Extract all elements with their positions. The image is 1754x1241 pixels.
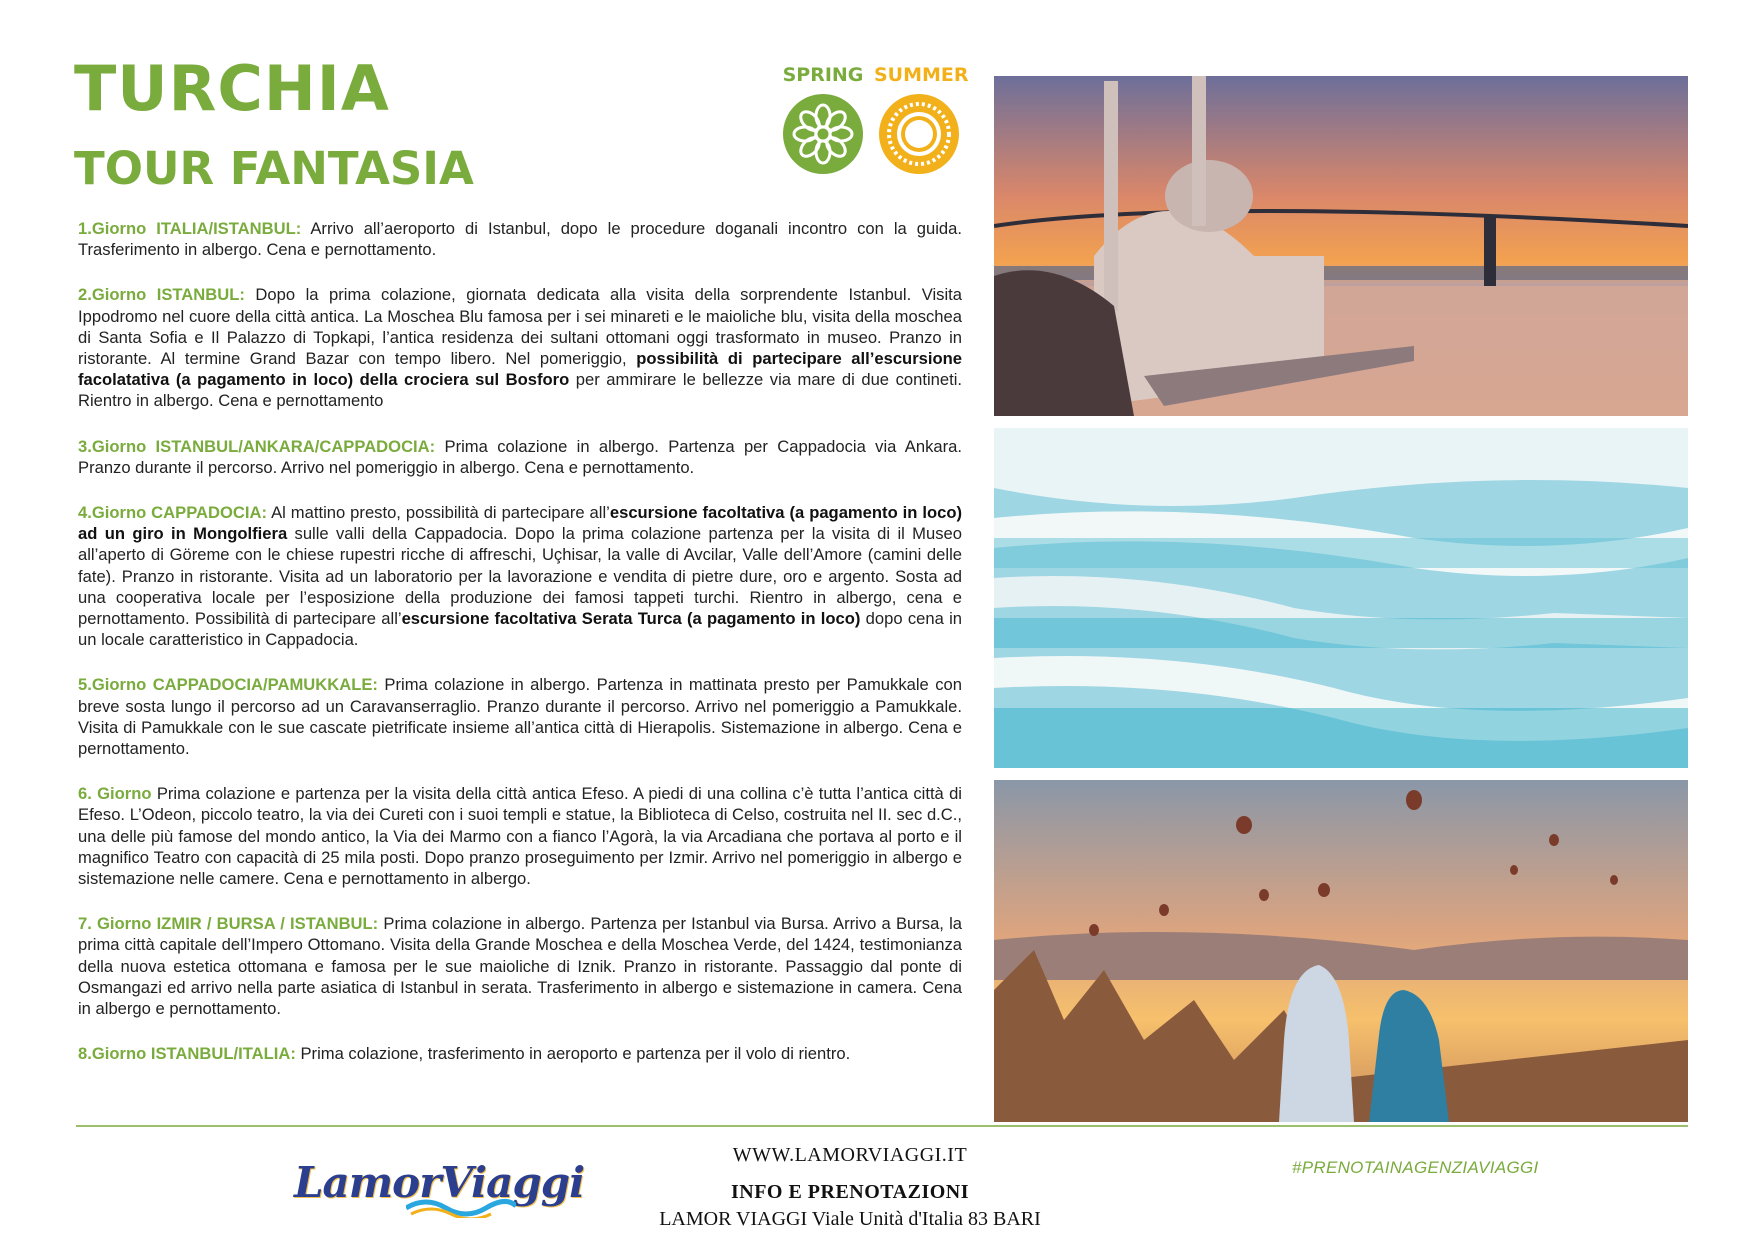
page-title: TURCHIA bbox=[74, 52, 390, 125]
day-text: Prima colazione in albergo. Partenza per Istanbul via Bursa. Arrivo a Bursa, la prima città capitale dell’Impero Ottomano. Visita della Grande Moschea e della Moschea Verde, del 1424, testimonianza della nuova estetica ottomana e famosa per le sue maioliche di Iznik. Pranzo in ristorante. Passaggio dal ponte di Osmangazi ed arrivo nella parte asiatica di Istanbul in serata. Trasferimento in albergo e sistemazione in camera. Cena in albergo e pernottamento. bbox=[78, 914, 962, 1019]
spring-label: SPRING bbox=[782, 64, 864, 86]
sun-icon bbox=[877, 92, 961, 176]
wave-icon bbox=[406, 1196, 516, 1218]
day-label: 8.Giorno ISTANBUL/ITALIA: bbox=[78, 1044, 296, 1064]
day-label: 5.Giorno CAPPADOCIA/PAMUKKALE: bbox=[78, 675, 378, 695]
day-text: per ammirare le bellezze via mare di due contineti. Rientro in albergo. Cena e pernottamento bbox=[78, 370, 962, 411]
footer-contact bbox=[600, 1144, 1100, 1231]
day-highlight: possibilità di partecipare all’escursione facolatativa (a pagamento in loco) della crociera sul Bosforo bbox=[78, 349, 962, 390]
day-text: Al mattino presto, possibilità di partecipare all’ bbox=[267, 503, 610, 523]
itinerary bbox=[78, 218, 962, 1089]
itinerary-day bbox=[78, 284, 962, 411]
day-text: Dopo la prima colazione, giornata dedicata alla visita della sorprendente Istanbul. Visita Ippodromo nel cuore della città antica. La Moschea Blu famosa per i sei minareti e le maioliche blu, visita della moschea di Santa Sofia e Il Palazzo di Topkapi, l’antica residenza dei sultani ottomani oggi trasformato in museo. Pranzo in ristorante. Al termine Grand Bazar con tempo libero. Nel pomeriggio, bbox=[78, 285, 962, 369]
day-label: 1.Giorno ITALIA/ISTANBUL: bbox=[78, 219, 302, 238]
day-highlight: escursione facoltativa Serata Turca (a pagamento in loco) bbox=[401, 609, 861, 629]
info-heading: INFO E PRENOTAZIONI bbox=[730, 1181, 970, 1203]
pamukkale-terraces-photo bbox=[994, 428, 1688, 768]
address: LAMOR VIAGGI Viale Unità d'Italia 83 BARI bbox=[659, 1208, 1041, 1230]
day-text: dopo cena in un locale caratteristico in Cappadocia. bbox=[78, 609, 962, 650]
itinerary-day bbox=[78, 783, 962, 889]
footer-divider bbox=[76, 1125, 1688, 1127]
spring-badge bbox=[778, 64, 868, 176]
day-text: Prima colazione e partenza per la visita della città antica Efeso. A piedi di una collina c’è tutta l’antica città di Efeso. L’Odeon, piccolo teatro, la via dei Cureti con i suoi templi e statue, la Biblioteca di Celso, costruita nel II. sec d.C., una delle più famose del mondo antico, la Via dei Marmo con a fianco l’Agorà, la via Arcadiana che portava al porto e il magnifico Teatro con capacità di 25 mila posti. Dopo pranzo proseguimento per Izmir. Arrivo nel pomeriggio in albergo e sistemazione nelle camere. Cena e pernottamento in albergo. bbox=[78, 784, 962, 889]
summer-label: SUMMER bbox=[874, 64, 969, 86]
summer-badge bbox=[874, 64, 969, 176]
istanbul-mosque-photo bbox=[994, 76, 1688, 416]
cappadocia-balloons-photo bbox=[994, 780, 1688, 1122]
hashtag: #PRENOTAINAGENZIAVIAGGI bbox=[1292, 1158, 1539, 1177]
day-highlight: escursione facoltativa (a pagamento in loco) ad un giro in Mongolfiera bbox=[78, 503, 963, 544]
itinerary-day bbox=[78, 218, 962, 260]
day-label: 4.Giorno CAPPADOCIA: bbox=[78, 503, 268, 523]
page-subtitle: TOUR FANTASIA bbox=[74, 142, 474, 195]
lamor-viaggi-logo bbox=[294, 1152, 585, 1222]
itinerary-day bbox=[78, 502, 962, 650]
day-label: 6. Giorno bbox=[78, 784, 152, 804]
day-text: sulle valli della Cappadocia. Dopo la prima colazione partenza per la visita di il Museo all’aperto di Göreme con le chiese rupestri ricche di affreschi, Uçhisar, la valle di Avcilar, Valle dell’Amore (camini delle fate). Pranzo in ristorante. Visita ad un laboratorio per la lavorazione e vendita di pietre dure, oro e argento. Sosta ad una cooperativa locale per l’esposizione della produzione dei famosi tappeti turchi. Rientro in albergo, cena e pernottamento. Possibilità di partecipare all’ bbox=[78, 524, 962, 629]
day-text: Prima colazione in albergo. Partenza in mattinata presto per Pamukkale con breve sosta lungo il percorso ad un Caravanserraglio. Pranzo durante il percorso. Arrivo nel pomeriggio a Pamukkale. Visita di Pamukkale con le sue cascate pietrificate insieme all’antica città di Hierapolis. Sistemazione in albergo. Cena e pernottamento. bbox=[78, 675, 962, 759]
itinerary-day bbox=[78, 913, 962, 1019]
day-text: Prima colazione, trasferimento in aeroporto e partenza per il volo di rientro. bbox=[295, 1044, 851, 1064]
website-link[interactable]: WWW.LAMORVIAGGI.IT bbox=[732, 1144, 968, 1166]
day-text: Arrivo all’aeroporto di Istanbul, dopo le procedure doganali incontro con la guida. Trasferimento in albergo. Cena e pernottamento. bbox=[78, 219, 962, 260]
itinerary-day bbox=[78, 436, 962, 478]
day-label: 7. Giorno IZMIR / BURSA / ISTANBUL: bbox=[78, 914, 379, 934]
day-label: 2.Giorno ISTANBUL: bbox=[78, 285, 245, 305]
logo-text: LamorViaggi bbox=[294, 1158, 585, 1207]
day-text: Prima colazione in albergo. Partenza per Cappadocia via Ankara. Pranzo durante il percorso. Arrivo nel pomeriggio in albergo. Cena e pernottamento. bbox=[78, 436, 962, 477]
flower-icon bbox=[781, 92, 865, 176]
day-label: 3.Giorno ISTANBUL/ANKARA/CAPPADOCIA: bbox=[78, 436, 436, 456]
itinerary-day bbox=[78, 674, 962, 759]
itinerary-day bbox=[78, 1043, 962, 1064]
